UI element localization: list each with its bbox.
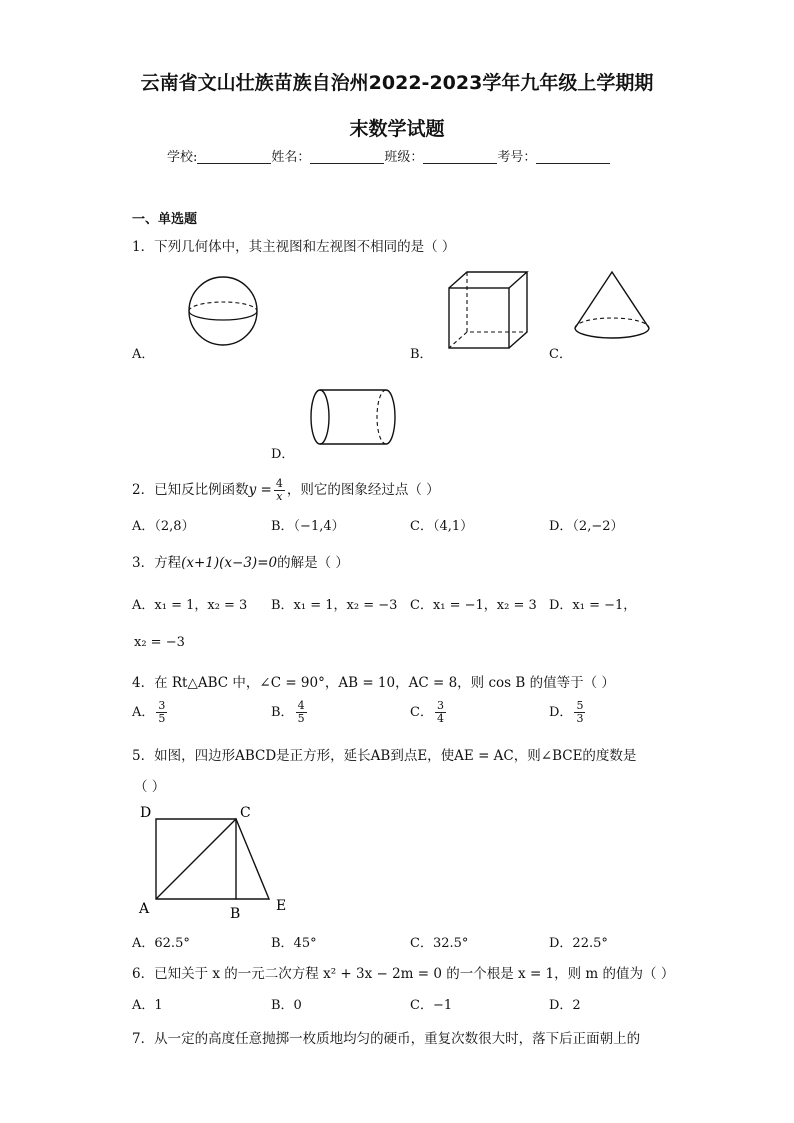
q4-a-fraction (156, 700, 167, 725)
q4-option-d (549, 700, 587, 725)
school-blank[interactable] (197, 149, 271, 164)
q4-c-label: C． (410, 705, 433, 720)
fig-label-d: D (140, 805, 152, 821)
q4-d-fraction (574, 700, 585, 725)
class-blank[interactable] (423, 149, 497, 164)
q2-frac-den: x (276, 490, 283, 503)
question-5-stem-cont: （ ） (134, 779, 166, 795)
q1-option-d-label: D． (271, 447, 295, 462)
q5-option-d: D．22.5° (549, 936, 608, 951)
number-label: 考号： (497, 150, 537, 165)
q3-option-a: A．x₁ = 1，x₂ = 3 (132, 598, 248, 613)
name-label: 姓名： (271, 150, 311, 165)
q2-text-b: ，则它的图象经过点（ ） (286, 482, 440, 498)
exam-title-line2: 末数学试题 (349, 118, 445, 140)
question-1-stem: 1．下列几何体中，其主视图和左视图不相同的是（ ） (132, 239, 456, 255)
q6-option-a: A．1 (132, 998, 163, 1013)
square-figure-diagram (134, 800, 294, 920)
q3-option-d: D．x₁ = −1， (549, 598, 637, 613)
q3-option-d-cont: x₂ = −3 (134, 635, 185, 650)
q2-text-a: 2．已知反比例函数 (132, 482, 249, 498)
q4-b-fraction (296, 700, 307, 725)
q4-d-den: 3 (576, 712, 584, 725)
q2-function: y = (248, 482, 272, 498)
q2-frac-num: 4 (275, 477, 283, 490)
sphere-icon (186, 274, 260, 348)
q2-option-b: B．（−1,4） (271, 519, 345, 534)
question-5-stem: 5．如图，四边形ABCD是正方形，延长AB到点E，使AE = AC，则∠BCE的度数是 (132, 748, 637, 764)
exam-title-line1: 云南省文山壮族苗族自治州2022-2023学年九年级上学期期 (140, 72, 654, 94)
cube-icon (447, 270, 529, 352)
fig-label-a: A (139, 901, 150, 917)
question-2-stem (132, 478, 440, 503)
q4-d-label: D． (549, 705, 573, 720)
number-blank[interactable] (536, 149, 610, 164)
q4-option-a (132, 700, 169, 725)
q2-fraction (274, 478, 285, 503)
section-heading: 一、单选题 (132, 212, 198, 227)
student-info-line (167, 146, 610, 165)
fig-label-e: E (276, 898, 287, 914)
q3-equation: (x+1)(x−3)=0 (181, 555, 278, 571)
class-label: 班级： (384, 150, 424, 165)
q5-option-a: A．62.5° (132, 936, 190, 951)
q4-c-den: 4 (436, 712, 444, 725)
q5-option-c: C．32.5° (410, 936, 469, 951)
q6-option-b: B．0 (271, 998, 302, 1013)
q1-option-c-label: C． (549, 347, 572, 362)
question-4-stem: 4．在 Rt△ABC 中，∠C = 90°，AB = 10，AC = 8，则 cos B 的值等于（ ） (132, 675, 615, 691)
q4-b-label: B． (271, 705, 294, 720)
question-6-stem: 6．已知关于 x 的一元二次方程 x² + 3x − 2m = 0 的一个根是 x = 1，则 m 的值为（ ） (132, 966, 675, 982)
name-blank[interactable] (310, 149, 384, 164)
q6-option-c: C．−1 (410, 998, 453, 1013)
q5-option-b: B．45° (271, 936, 317, 951)
q1-option-b-label: B． (410, 347, 433, 362)
q4-a-label: A． (132, 705, 155, 720)
cylinder-icon (306, 387, 402, 447)
q4-c-num: 3 (436, 699, 444, 712)
q4-c-fraction (435, 700, 446, 725)
q3-text-a: 3．方程 (132, 555, 182, 571)
q1-option-a-label: A． (132, 347, 155, 362)
q2-option-d: D．（2,−2） (549, 519, 624, 534)
q4-d-num: 5 (576, 699, 584, 712)
fig-label-b: B (230, 906, 241, 922)
fig-label-c: C (240, 805, 251, 821)
q4-b-den: 5 (297, 712, 305, 725)
q3-option-b: B．x₁ = 1，x₂ = −3 (271, 598, 398, 613)
question-7-stem: 7．从一定的高度任意抛掷一枚质地均匀的硬币，重复次数很大时，落下后正面朝上的 (132, 1031, 641, 1047)
q4-a-den: 5 (158, 712, 166, 725)
q4-a-num: 3 (158, 699, 166, 712)
q2-option-a: A．（2,8） (132, 519, 195, 534)
q6-option-d: D．2 (549, 998, 581, 1013)
cone-icon (572, 270, 652, 342)
q3-text-b: 的解是（ ） (277, 555, 349, 571)
question-3-stem (132, 551, 349, 571)
q2-option-c: C．（4,1） (410, 519, 474, 534)
school-label: 学校: (167, 150, 198, 165)
q3-option-c: C．x₁ = −1，x₂ = 3 (410, 598, 537, 613)
q4-b-num: 4 (297, 699, 305, 712)
q4-option-c (410, 700, 448, 725)
q4-option-b (271, 700, 309, 725)
